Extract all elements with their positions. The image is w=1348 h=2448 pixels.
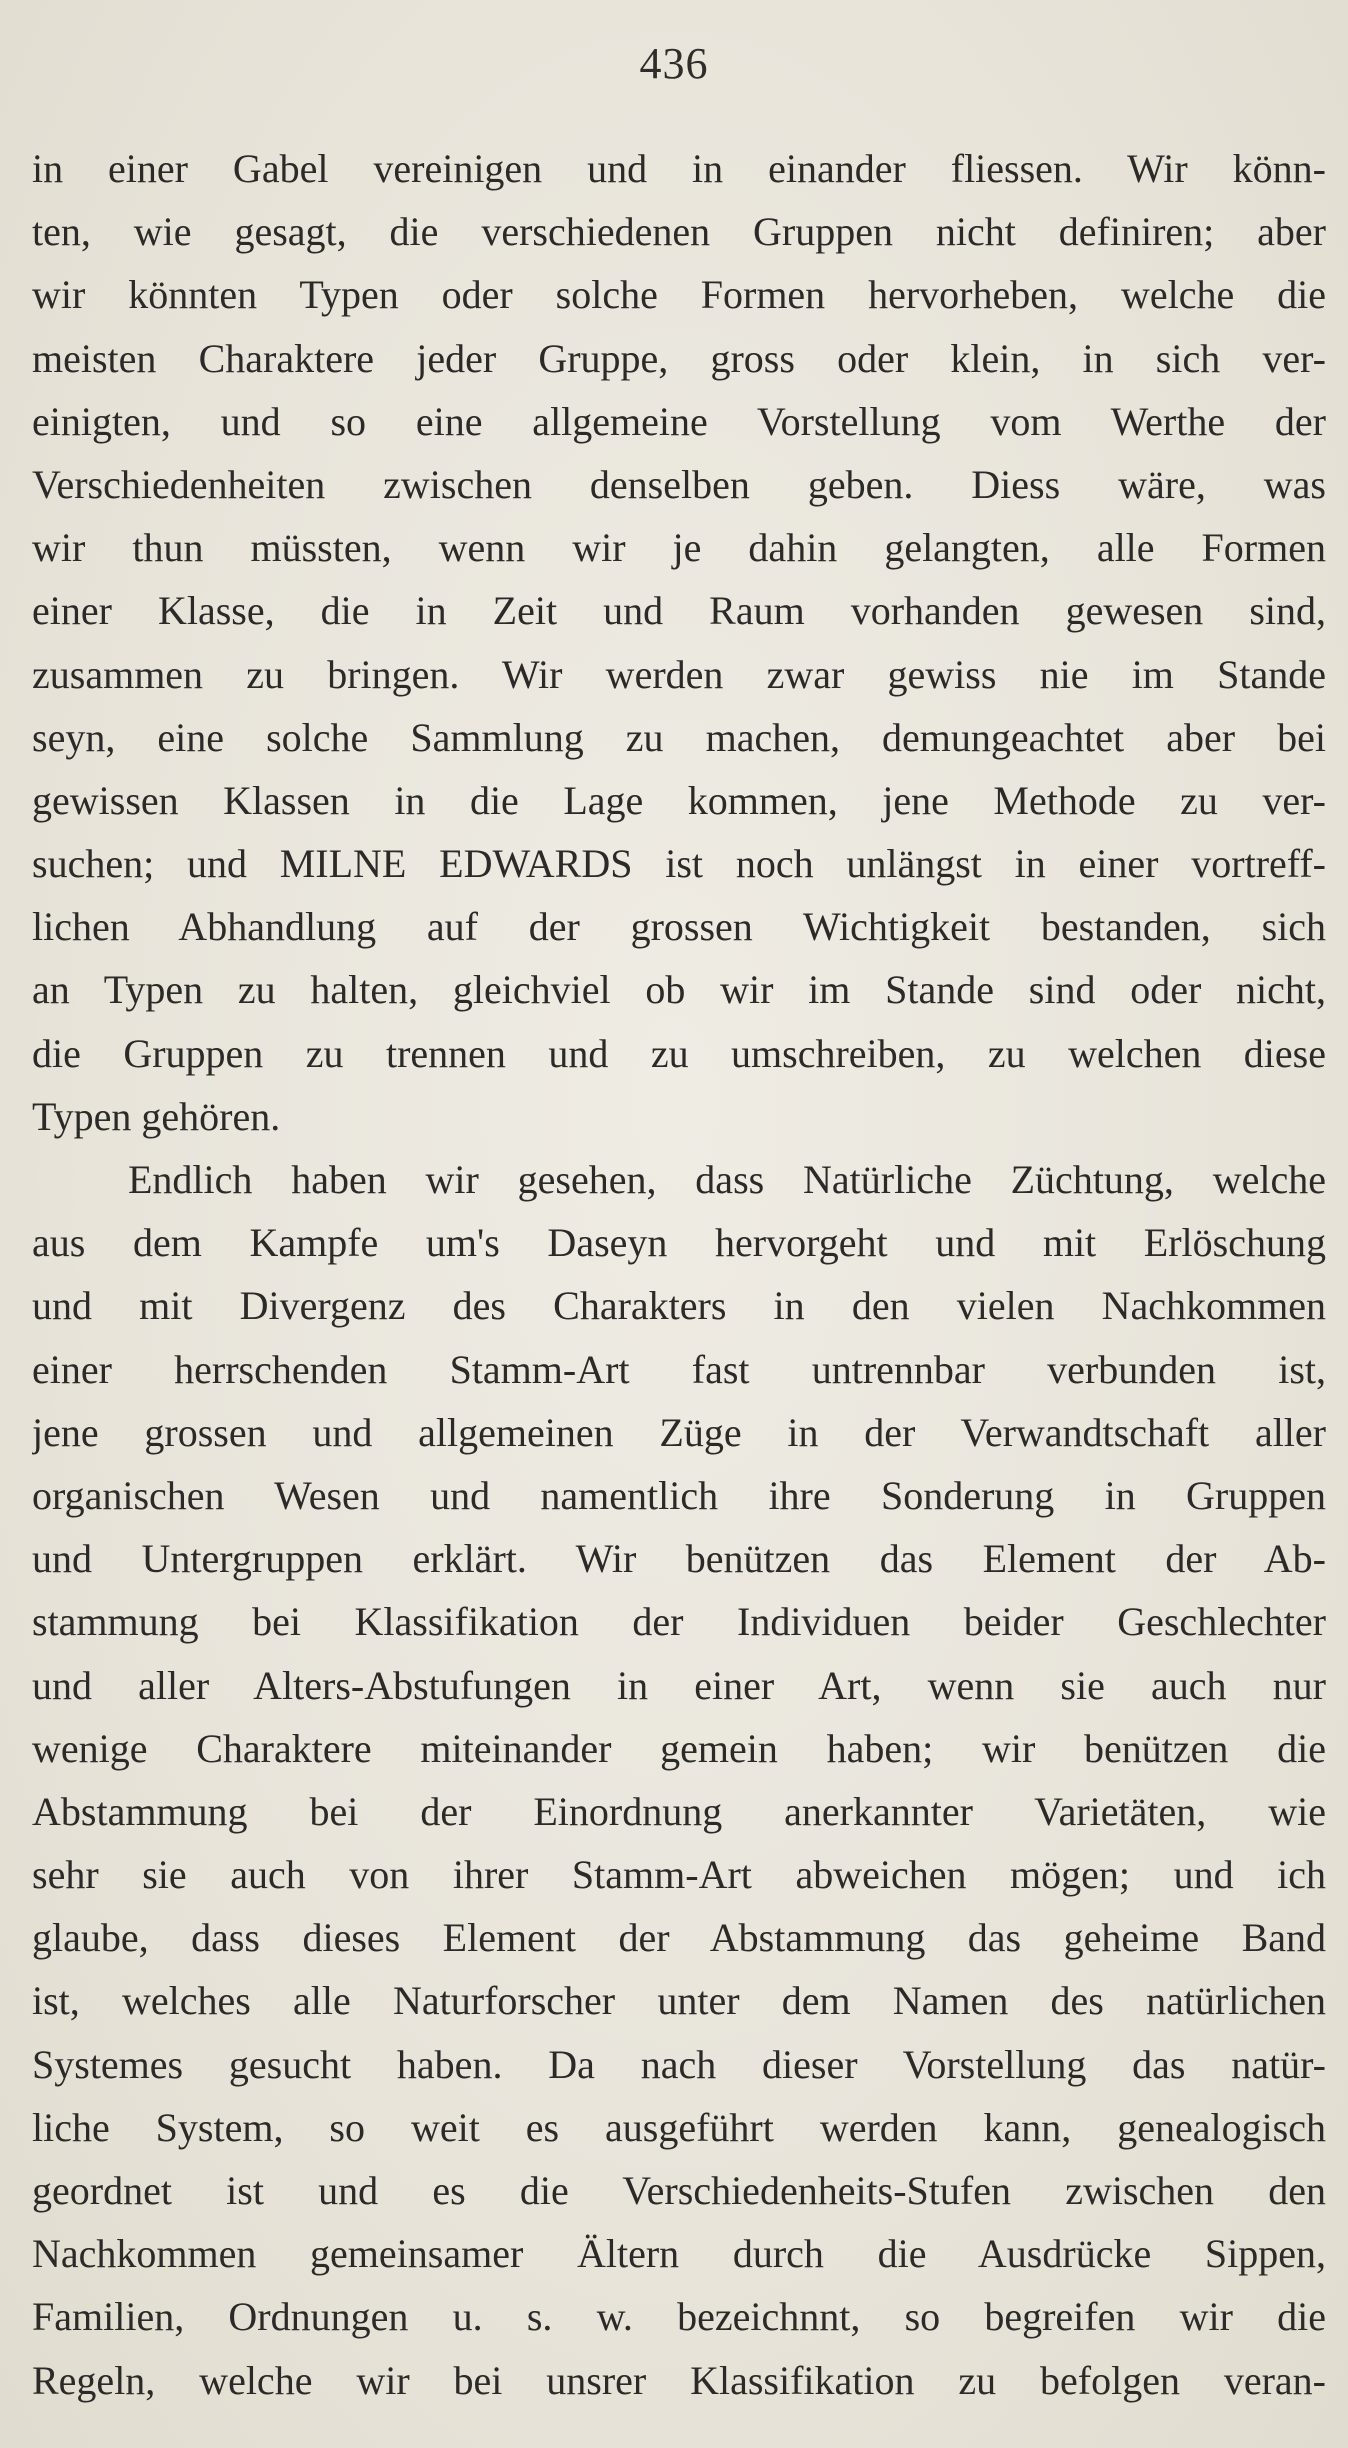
text-line: und aller Alters-Abstufungen in einer Art, wenn sie auch nur (32, 1662, 1326, 1708)
text-line: sehr sie auch von ihrer Stamm-Art abweichen mögen; und ich (32, 1852, 1326, 1898)
text-line: geordnet ist und es die Verschiedenheits-Stufen zwischen den (32, 2168, 1326, 2213)
page-number: 436 (639, 39, 709, 88)
text-line: einer herrschenden Stamm-Art fast untrennbar verbunden ist, (32, 1346, 1326, 1392)
text-line: Verschiedenheiten zwischen denselben geben. Diess wäre, was (32, 461, 1326, 507)
text-line: glaube, dass dieses Element der Abstammung das geheime Band (32, 1915, 1326, 1961)
text-line: Systemes gesucht haben. Da nach dieser Vorstellung das natür- (32, 2041, 1326, 2087)
text-line: wenige Charaktere miteinander gemein haben; wir benützen die (32, 1725, 1326, 1771)
text-line: wir thun müssten, wenn wir je dahin gelangten, alle Formen (32, 525, 1326, 571)
text-line: und Untergruppen erklärt. Wir benützen das Element der Ab- (32, 1536, 1326, 1582)
text-line: lichen Abhandlung auf der grossen Wichtigkeit bestanden, sich (32, 904, 1326, 950)
text-line: zusammen zu bringen. Wir werden zwar gewiss nie im Stande (32, 651, 1326, 697)
text-line: suchen; und MILNE EDWARDS ist noch unlängst in einer vortreff- (32, 841, 1326, 887)
text-line: Typen gehören. (32, 1093, 281, 1139)
text-line: seyn, eine solche Sammlung zu machen, demungeachtet aber bei (32, 714, 1326, 760)
text-line: in einer Gabel vereinigen und in einander fliessen. Wir könn- (32, 146, 1326, 191)
text-line: und mit Divergenz des Charakters in den vielen Nachkommen (32, 1283, 1326, 1329)
text-line: gewissen Klassen in die Lage kommen, jene Methode zu ver- (32, 777, 1326, 823)
text-line: Abstammung bei der Einordnung anerkannter Varietäten, wie (32, 1788, 1326, 1834)
text-line: aus dem Kampfe um's Daseyn hervorgeht und mit Erlöschung (32, 1220, 1326, 1266)
body-text (32, 137, 1326, 2412)
text-line: meisten Charaktere jeder Gruppe, gross oder klein, in sich ver- (32, 335, 1326, 381)
text-line: ist, welches alle Naturforscher unter dem Namen des natürlichen (32, 1978, 1326, 2024)
paragraph-first-line: Endlich haben wir gesehen, dass Natürliche Züchtung, welche (128, 1157, 1326, 1202)
text-line: wir könnten Typen oder solche Formen hervorheben, welche die (32, 272, 1326, 318)
text-line: einigten, und so eine allgemeine Vorstellung vom Werthe der (32, 398, 1326, 444)
text-line: stammung bei Klassifikation der Individuen beider Geschlechter (32, 1599, 1326, 1645)
text-line: Regeln, welche wir bei unsrer Klassifikation zu befolgen veran- (32, 2357, 1326, 2403)
text-line: einer Klasse, die in Zeit und Raum vorhanden gewesen sind, (32, 588, 1326, 634)
text-line: die Gruppen zu trennen und zu umschreiben, zu welchen diese (32, 1030, 1326, 1076)
text-line: Familien, Ordnungen u. s. w. bezeichnnt, so begreifen wir die (32, 2294, 1326, 2340)
text-line: liche System, so weit es ausgeführt werden kann, genealogisch (32, 2104, 1326, 2150)
text-line: ten, wie gesagt, die verschiedenen Gruppen nicht definiren; aber (32, 209, 1326, 255)
text-line: Nachkommen gemeinsamer Ältern durch die Ausdrücke Sippen, (32, 2231, 1326, 2277)
text-line: organischen Wesen und namentlich ihre Sonderung in Gruppen (32, 1472, 1326, 1518)
text-line: an Typen zu halten, gleichviel ob wir im Stande sind oder nicht, (32, 967, 1326, 1013)
text-line: jene grossen und allgemeinen Züge in der Verwandtschaft aller (32, 1409, 1326, 1455)
